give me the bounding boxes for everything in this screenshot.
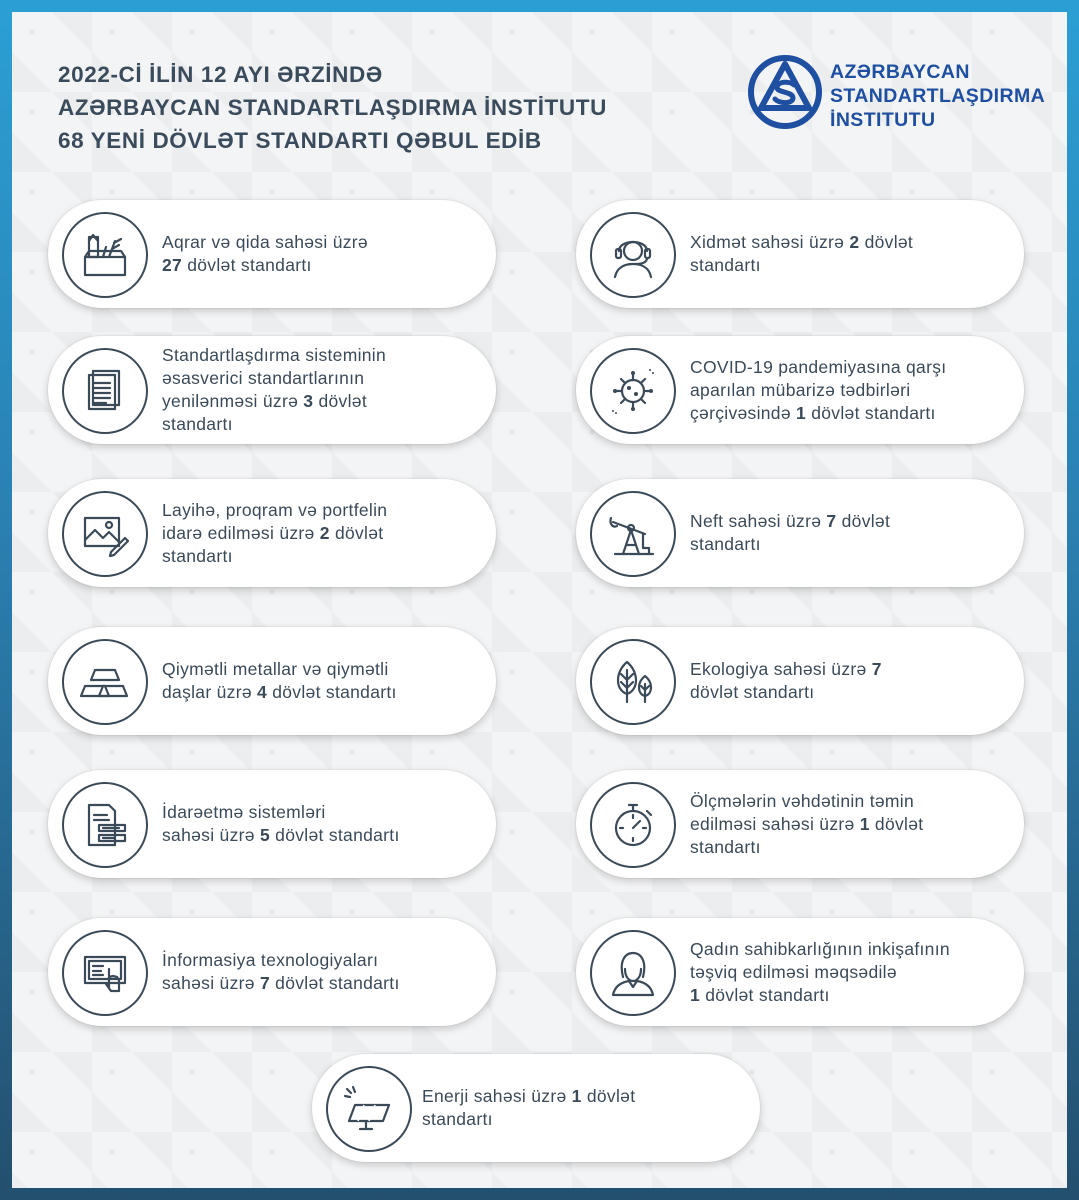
standard-count: 7 <box>871 659 882 679</box>
title-line-2: AZƏRBAYCAN STANDARTLAŞDIRMA İNSTİTUTU <box>58 95 607 120</box>
standard-card <box>48 627 496 735</box>
infographic-panel <box>12 12 1067 1188</box>
total-count: 68 <box>58 128 85 153</box>
standard-card <box>576 770 1024 878</box>
virus-icon <box>590 348 676 434</box>
card-text-line: Qiymətli metallar və qiymətli <box>162 659 389 679</box>
standard-count: 2 <box>319 522 330 543</box>
institute-name <box>830 60 1045 132</box>
card-text-line: edilməsi sahəsi üzrə 1 dövlət <box>690 813 924 834</box>
standard-count: 1 <box>859 813 870 834</box>
standard-card <box>312 1054 760 1162</box>
standard-card-text <box>690 479 1010 587</box>
leaves-icon <box>590 639 676 725</box>
standard-card-text <box>690 336 1010 444</box>
card-text-line: İdarəetmə sistemləri <box>162 802 326 822</box>
card-text-line: İnformasiya texnologiyaları <box>162 950 379 970</box>
card-text-line: Standartlaşdırma sisteminin <box>162 345 387 365</box>
card-text-line: standartı <box>162 414 233 434</box>
standard-card-text <box>162 627 482 735</box>
image-edit-icon <box>62 491 148 577</box>
page-title <box>58 58 698 157</box>
logo-line-3: İNSTITUTU <box>830 109 936 131</box>
standard-card-text <box>690 770 1010 878</box>
card-text-line: Neft sahəsi üzrə 7 dövlət <box>690 511 891 531</box>
card-text-line: Qadın sahibkarlığının inkişafının <box>690 938 950 959</box>
standard-count: 1 <box>571 1086 582 1106</box>
card-text-line: sahəsi üzrə 7 dövlət standartı <box>162 973 400 993</box>
card-text-line: COVID-19 pandemiyasına qarşı <box>690 356 947 377</box>
standard-card <box>48 479 496 587</box>
standard-card-text <box>162 336 482 444</box>
standard-card-text <box>162 479 482 587</box>
standard-count: 27 <box>162 255 183 275</box>
standard-card <box>576 200 1024 308</box>
standard-card-text <box>162 918 482 1026</box>
card-text-line: yenilənməsi üzrə 3 dövlət <box>162 391 367 411</box>
card-text-line: çərçivəsində 1 dövlət standartı <box>690 402 936 423</box>
standard-card <box>576 479 1024 587</box>
card-text-line: aparılan mübarizə tədbirləri <box>690 379 911 400</box>
card-text-line: standartı <box>690 255 761 275</box>
standard-card-text <box>162 770 482 878</box>
card-text-line: standartı <box>690 534 761 554</box>
card-text-line: standartı <box>422 1109 493 1129</box>
card-text-line: daşlar üzrə 4 dövlət standartı <box>162 682 397 702</box>
card-text-line: Enerji sahəsi üzrə 1 dövlət <box>422 1086 636 1106</box>
card-text-line: 1 dövlət standartı <box>690 984 830 1005</box>
standard-count: 7 <box>826 511 837 531</box>
standard-card <box>576 336 1024 444</box>
title-line-3 <box>58 124 698 157</box>
card-text-line: Xidmət sahəsi üzrə 2 dövlət <box>690 232 914 252</box>
card-text-line: Ekologiya sahəsi üzrə 7 <box>690 659 882 679</box>
standard-card-text <box>422 1054 746 1162</box>
standard-card-text <box>162 200 482 308</box>
standard-count: 1 <box>796 402 807 423</box>
card-text-line: təşviq edilməsi məqsədilə <box>690 961 897 982</box>
standard-card-text <box>690 918 1010 1026</box>
card-text-line: Ölçmələrin vəhdətinin təmin <box>690 790 915 811</box>
oil-pump-icon <box>590 491 676 577</box>
standard-card-text <box>690 627 1010 735</box>
standard-card <box>576 627 1024 735</box>
card-text-line: Aqrar və qida sahəsi üzrə <box>162 232 368 252</box>
standard-card <box>48 200 496 308</box>
card-text-line: idarə edilməsi üzrə 2 dövlət <box>162 522 384 543</box>
card-text-line: standartı <box>690 836 761 857</box>
logo-line-1: AZƏRBAYCAN <box>830 61 970 83</box>
standard-count: 4 <box>257 682 268 702</box>
card-text-line: əsasverici standartlarının <box>162 368 365 388</box>
stopwatch-icon <box>590 782 676 868</box>
title-line-1: 2022-Cİ İLİN 12 AYI ƏRZİNDƏ <box>58 62 383 87</box>
card-text-line: 27 dövlət standartı <box>162 255 312 275</box>
gold-bars-icon <box>62 639 148 725</box>
standard-card <box>48 770 496 878</box>
card-text-line: sahəsi üzrə 5 dövlət standartı <box>162 825 400 845</box>
standard-card <box>576 918 1024 1026</box>
standard-count: 1 <box>690 984 701 1005</box>
title-line-3-rest: YENİ DÖVLƏT STANDARTI QƏBUL EDİB <box>84 128 542 153</box>
standard-count: 3 <box>303 391 314 411</box>
standard-card <box>48 918 496 1026</box>
touch-screen-icon <box>62 930 148 1016</box>
headset-operator-icon <box>590 212 676 298</box>
woman-icon <box>590 930 676 1016</box>
standard-count: 2 <box>849 232 860 252</box>
institute-logo <box>746 52 1066 142</box>
agriculture-icon <box>62 212 148 298</box>
institute-emblem-icon <box>746 52 824 130</box>
standard-count: 7 <box>259 973 270 993</box>
standard-card-text <box>690 200 1010 308</box>
solar-panel-icon <box>326 1066 412 1152</box>
standard-count: 5 <box>259 825 270 845</box>
logo-line-2: STANDARTLAŞDIRMA <box>830 85 1046 107</box>
card-text-line: standartı <box>162 545 233 566</box>
documents-icon <box>62 348 148 434</box>
card-text-line: dövlət standartı <box>690 682 815 702</box>
standard-card <box>48 336 496 444</box>
card-text-line: Layihə, proqram və portfelin <box>162 499 388 520</box>
forms-icon <box>62 782 148 868</box>
